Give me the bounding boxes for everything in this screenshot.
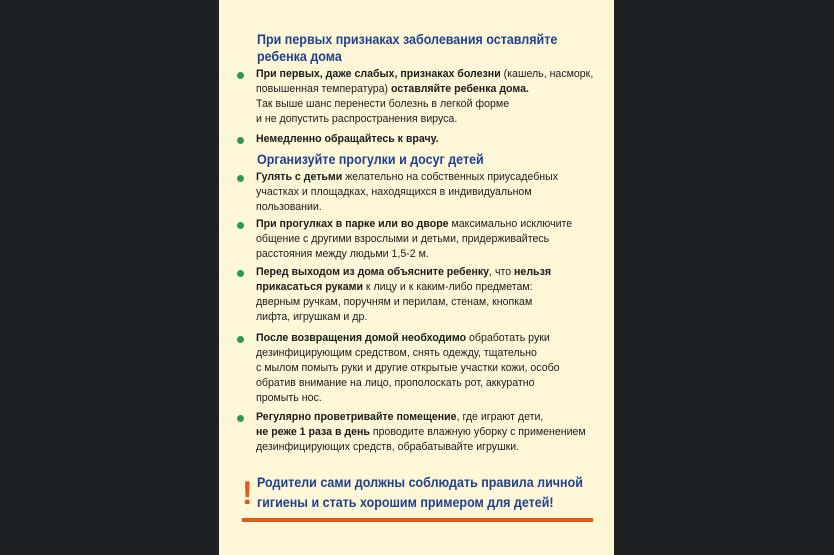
list-item-ventilate-room [256, 410, 602, 455]
bullet-icon [237, 336, 244, 343]
exclamation-icon: ! [242, 475, 253, 511]
item-line [256, 132, 602, 147]
item-bold-text: Гулять с детьми [256, 171, 343, 183]
item-text: к лицу и к каким-либо предметам: [362, 281, 533, 293]
section-heading-walks [257, 151, 484, 168]
list-item-explain-to-child [256, 265, 602, 325]
item-line [256, 170, 602, 185]
bullet-icon [237, 137, 244, 144]
item-bold-text: Немедленно обращайтесь к врачу. [256, 133, 439, 145]
item-line: расстояния между людьми 1,5-2 м. [256, 248, 429, 260]
item-text: желательно на собственных приусадебных [342, 171, 559, 183]
bullet-icon [237, 270, 244, 277]
item-line: промыть нос. [256, 392, 322, 404]
item-bold-text: прикасаться руками [256, 281, 363, 293]
item-line: с мылом помыть руки и другие открытые участки кожи, особо [256, 362, 560, 374]
item-text: повышенная температура) [256, 83, 392, 95]
bullet-icon [237, 222, 244, 229]
list-item-after-return [256, 331, 602, 406]
item-bold-text: При первых, даже слабых, признаках болезни [256, 68, 501, 80]
bullet-icon [237, 415, 244, 422]
item-line: Так выше шанс перенести болезнь в легкой форме [256, 98, 510, 110]
info-leaflet [219, 0, 614, 555]
item-line [256, 217, 602, 232]
item-line [256, 410, 602, 425]
list-item-first-signs [256, 67, 602, 127]
list-item-walk-with-children [256, 170, 602, 215]
item-bold-text: Регулярно проветривайте помещение [256, 411, 457, 423]
item-bold-text: При прогулках в парке или во дворе [256, 218, 449, 230]
section-heading-stay-home [257, 31, 557, 65]
closing-line: гигиены и стать хорошим примером для детей! [257, 495, 554, 510]
item-line [256, 67, 602, 82]
item-text: проводите влажную уборку с применением [369, 426, 586, 438]
item-bold-text: нельзя [514, 266, 552, 278]
item-line [256, 265, 602, 280]
item-text: максимально исключите [448, 218, 573, 230]
item-text: , где играют дети, [456, 411, 544, 423]
item-text: обработать руки [466, 332, 550, 344]
item-bold-text: После возвращения домой необходимо [256, 332, 467, 344]
item-text: , что [489, 266, 515, 278]
item-line: дезинфицирующим средством, снять одежду, тщательно [256, 347, 537, 359]
item-line: и не допустить распространения вируса. [256, 113, 458, 125]
item-line [256, 82, 602, 97]
item-line: лифта, игрушкам и др. [256, 311, 368, 323]
item-line: участках и площадках, находящихся в индивидуальном [256, 186, 532, 198]
item-line: обратив внимание на лицо, прополоскать рот, аккуратно [256, 377, 535, 389]
item-line [256, 331, 602, 346]
bullet-icon [237, 72, 244, 79]
item-line [256, 425, 602, 440]
list-item-see-doctor [256, 132, 602, 147]
accent-divider [242, 518, 593, 522]
list-item-park-walks [256, 217, 602, 262]
heading-line: При первых признаках заболевания оставляйте [257, 32, 558, 47]
item-line [256, 280, 602, 295]
item-line: дверным ручкам, поручням и перилам, стенам, кнопкам [256, 296, 533, 308]
item-bold-text: Перед выходом из дома объясните ребенку [256, 266, 490, 278]
item-bold-text: не реже 1 раза в день [256, 426, 370, 438]
heading-line: ребенка дома [257, 49, 342, 64]
bullet-icon [237, 175, 244, 182]
item-line: дезинфицирующих средств, обрабатывайте игрушки. [256, 441, 520, 453]
item-text: (кашель, насморк, [500, 68, 594, 80]
item-bold-text: оставляйте ребенка дома. [391, 83, 529, 95]
item-line: общение с другими взрослыми и детьми, придерживайтесь [256, 233, 550, 245]
closing-line: Родители сами должны соблюдать правила личной [257, 475, 583, 490]
item-line: пользовании. [256, 201, 322, 213]
heading-line: Организуйте прогулки и досуг детей [257, 152, 484, 167]
closing-note [257, 473, 583, 513]
